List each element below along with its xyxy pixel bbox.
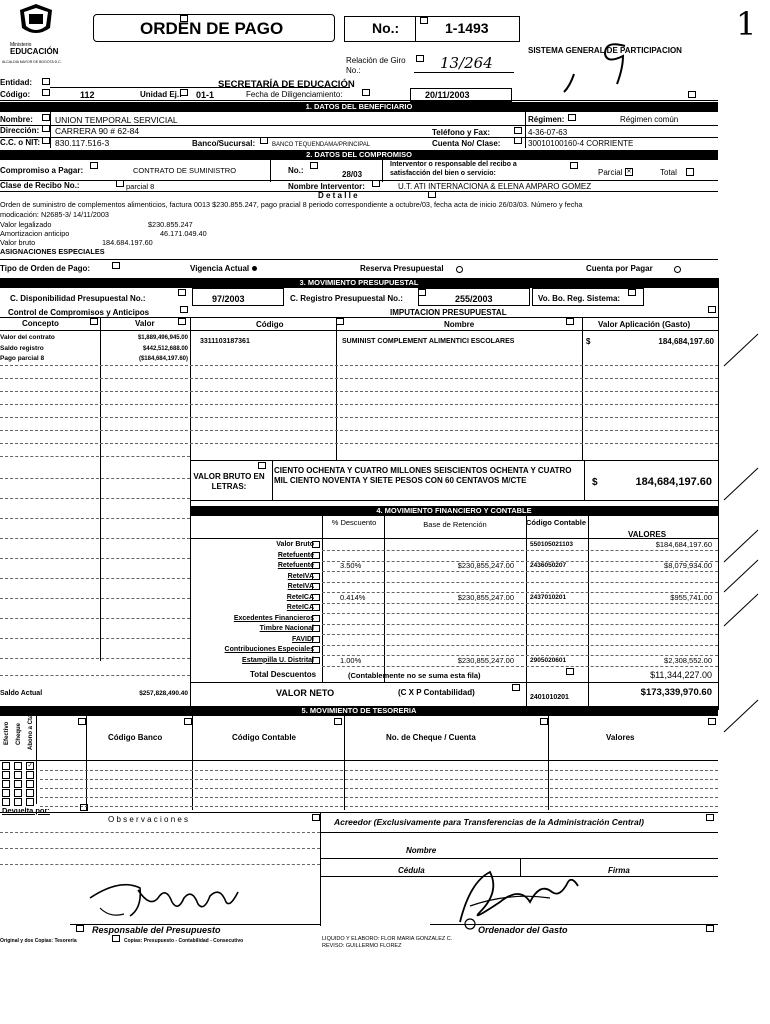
nit-value: 830.117.516-3: [55, 138, 110, 148]
col-valor: Valor: [135, 319, 155, 328]
fin-row-label: Estampilla U. Distrital: [242, 656, 314, 664]
fin-row-label: Retefuente: [277, 562, 314, 569]
vigencia-label: Vigencia Actual: [190, 264, 250, 273]
total-descuentos-note: (Contablemente no se suma esta fila): [348, 671, 481, 680]
fin-row-pct: 1.00%: [340, 655, 362, 665]
footer-left: Original y dos Copias: Tesorería: [0, 938, 77, 944]
fin-row-valor: $955,741.00: [670, 592, 712, 602]
codigo-value: 112: [80, 90, 95, 100]
tesoreria-checkbox[interactable]: ✓: [27, 763, 33, 769]
col-base: Base de Retención: [423, 520, 487, 529]
vobo-label: Vo. Bo. Reg. Sistema:: [538, 294, 621, 303]
cuenta-value: 30010100160-4 CORRIENTE: [528, 139, 634, 148]
fin-row-label: Excedentes Financieros: [233, 614, 314, 622]
cuenta-pagar-label: Cuenta por Pagar: [586, 264, 653, 273]
control-row-2-valor: $442,512,688.00: [142, 346, 188, 352]
regimen-value: Régimen común: [620, 115, 679, 124]
order-number-value: 1-1493: [445, 20, 489, 36]
fin-row-base: $230,855,247.00: [457, 592, 514, 602]
tesoreria-checkbox[interactable]: [14, 771, 22, 779]
valor-bruto-letras-label: VALOR BRUTO EN LETRAS:: [193, 472, 265, 491]
cuenta-pagar-radio[interactable]: [674, 266, 681, 273]
detalle-line2: modicación: N2685-3/ 14/11/2003: [0, 210, 109, 219]
control-label: Control de Compromisos y Anticipos: [8, 308, 150, 317]
fin-row-label: ReteIVA: [287, 572, 314, 580]
fecha-label: Fecha de Diligenciamiento:: [246, 90, 343, 99]
crp-value: 255/2003: [455, 294, 493, 304]
regimen-label: Régimen:: [528, 115, 565, 124]
order-number-label: No.:: [372, 20, 400, 36]
parcial-label: Parcial: [598, 168, 623, 177]
saldo-actual-label: Saldo Actual: [0, 690, 43, 697]
direccion-label: Dirección:: [0, 126, 40, 135]
tesoreria-checkbox[interactable]: [26, 798, 34, 806]
acreedor-label: Acreedor (Exclusivamente para Transferencias de la Administración Central): [334, 817, 644, 827]
detalle-line1: Orden de suministro de complementos alimenticios, factura 0013 $230.855.247, pago pracial 8 periodo correspondiente a octubre/03, fecha acta de inicio 26/03/03. Número y fecha: [0, 200, 583, 209]
col-abono: Abono a Cta.: [28, 713, 34, 750]
logo: [2, 2, 72, 62]
fecha-value: 20/11/2003: [425, 90, 470, 100]
col-efectivo: Efectivo: [4, 721, 10, 745]
imput-valor: 184,684,197.60: [658, 337, 714, 346]
fin-row-label: ReteIVA: [287, 583, 314, 590]
liquido-label: LIQUIDO Y ELABORO: FLOR MARIA GONZALEZ C.: [322, 936, 453, 942]
sistema-label: SISTEMA GENERAL DE PARTICIPACION: [528, 46, 682, 55]
margin-tick-2: [722, 464, 762, 504]
detalle-line5-value: 184.684.197.60: [102, 238, 153, 247]
interventor-nombre-label: Nombre Interventor:: [288, 182, 365, 191]
reserva-radio[interactable]: [456, 266, 463, 273]
col-cheque: Cheque: [16, 722, 22, 745]
fin-row-codigo: 550105021103: [530, 541, 574, 548]
check-mark-icon: [560, 72, 580, 94]
logo-line3: ALCALDIA MAYOR DE BOGOTA D.C.: [2, 60, 62, 64]
col-nombre: Nombre: [444, 320, 475, 329]
banco-value: BANCO TEQUENDAMA/PRINCIPAL: [272, 142, 371, 148]
tesoreria-checkbox[interactable]: [26, 789, 34, 797]
fin-row-label: ReteICA: [286, 593, 314, 601]
responsable-signature: [80, 868, 280, 928]
responsable-label: Responsable del Presupuesto: [92, 925, 221, 935]
col-valor-aplicacion: Valor Aplicación (Gasto): [598, 320, 691, 329]
valor-neto-label: VALOR NETO: [276, 688, 335, 698]
col-concepto: Concepto: [22, 319, 59, 328]
tesoreria-checkbox[interactable]: [2, 771, 10, 779]
parcial-checkbox[interactable]: ✕: [626, 169, 632, 175]
tipo-orden-label: Tipo de Orden de Pago:: [0, 264, 91, 273]
secretaria-label: SECRETARÍA DE EDUCACIÓN: [218, 79, 355, 90]
tesoreria-checkbox[interactable]: [14, 789, 22, 797]
devuelta-label: Devuelta por:: [2, 806, 50, 815]
fin-row-pct: 3.50%: [340, 561, 362, 570]
fin-row-valor: $8,079,934.00: [664, 561, 712, 570]
ordenador-signature: [440, 862, 590, 932]
tesoreria-checkbox[interactable]: [14, 762, 22, 770]
banco-label: Banco/Sucursal:: [192, 139, 256, 148]
total-checkbox[interactable]: [686, 168, 694, 176]
imput-codigo: 3311103187361: [200, 338, 250, 345]
unidad-value: 01-1: [196, 90, 215, 100]
detalle-line3-label: Valor legalizado: [0, 220, 52, 229]
saldo-actual-valor: $257,828,490.40: [139, 690, 188, 697]
compromiso-tipo: CONTRATO DE SUMINISTRO: [133, 166, 237, 175]
logo-line1: Ministerio: [10, 42, 32, 48]
tesoreria-checkbox[interactable]: [2, 762, 10, 770]
unidad-label: Unidad Ej.:: [140, 90, 182, 99]
crp-label: C. Registro Presupuestal No.:: [290, 294, 403, 303]
reviso-label: REVISO: GUILLERMO FLOREZ: [322, 943, 402, 949]
total-label: Total: [660, 168, 677, 177]
tesoreria-checkbox[interactable]: [2, 789, 10, 797]
vigencia-radio[interactable]: [252, 266, 257, 271]
control-row-2-concepto: Saldo registro: [0, 345, 44, 352]
col-codigo-contable: Código Contable: [526, 518, 586, 527]
direccion-value: CARRERA 90 # 62-84: [55, 126, 140, 136]
fin-row-codigo: 2905020601: [530, 656, 567, 664]
detalle-line6: ASIGNACIONES ESPECIALES: [0, 247, 105, 256]
page-mark: 1: [736, 5, 757, 43]
detalle-line5-label: Valor bruto: [0, 238, 36, 247]
section-compromiso: 2. DATOS DEL COMPROMISO: [0, 150, 718, 160]
valor-neto-valor: $173,339,970.60: [640, 687, 712, 698]
footer-copias: Copias: Presupuesto - Contabilidad - Consecutivo: [124, 938, 244, 944]
valor-neto-codigo: 2401010201: [530, 694, 569, 701]
section-tesoreria: 5. MOVIMIENTO DE TESORERIA: [0, 706, 718, 716]
control-row-1-concepto: Valor del contrato: [0, 334, 55, 341]
fin-row-valor: $184,684,197.60: [655, 540, 712, 549]
fin-row-label: ReteICA: [286, 604, 314, 611]
page-title: ORDEN DE PAGO: [140, 19, 284, 38]
section-financiero: 4. MOVIMIENTO FINANCIERO Y CONTABLE: [376, 506, 532, 515]
ordenador-label: Ordenador del Gasto: [478, 925, 568, 935]
nombre-value: UNION TEMPORAL SERVICIAL: [55, 115, 178, 125]
section-presupuestal: 3. MOVIMIENTO PRESUPUESTAL: [0, 278, 718, 288]
col-valores: VALORES: [628, 530, 667, 539]
fin-row-label: Retefuente: [277, 551, 314, 559]
total-descuentos-valor: $11,344,227.00: [650, 670, 712, 680]
col-codigo-banco: Código Banco: [108, 733, 163, 742]
fin-row-valor: $2,308,552.00: [664, 655, 712, 665]
valor-bruto-moneda: $: [592, 477, 598, 488]
reserva-label: Reserva Presupuestal: [360, 264, 444, 273]
firma-label: Firma: [608, 866, 630, 875]
control-row-1-valor: $1,889,496,945.00: [137, 335, 188, 341]
detalle-line3-value: $230.855.247: [148, 220, 193, 229]
margin-tick-5: [722, 590, 762, 630]
telefono-value: 4-36-07-63: [528, 128, 568, 137]
margin-tick-6: [722, 696, 762, 736]
fin-row-label: Valor Bruto: [276, 541, 314, 548]
cuenta-label: Cuenta No/ Clase:: [432, 139, 501, 148]
fin-row-label: Timbre Nacional: [259, 625, 314, 632]
control-row-3-concepto: Pago parcial 8: [0, 355, 45, 362]
imput-moneda: $: [586, 337, 591, 346]
detalle-line4-value: 46.171.049.40: [160, 229, 207, 238]
compromiso-no: 28/03: [342, 170, 363, 179]
detalle-label: D e t a l l e: [318, 191, 358, 200]
section-beneficiario: 1. DATOS DEL BENEFICIARIO: [0, 102, 718, 112]
handwritten-nine-icon: [595, 38, 635, 88]
fin-row-codigo: 2437010201: [530, 593, 567, 601]
col-codigo: Código: [256, 320, 284, 329]
fin-row-base: $230,855,247.00: [457, 655, 514, 665]
cdp-value: 97/2003: [212, 294, 245, 304]
col-codigo-contable-tes: Código Contable: [232, 733, 296, 742]
imputacion-label: IMPUTACION PRESUPUESTAL: [390, 308, 507, 317]
compromiso-no-label: No.:: [288, 166, 304, 175]
logo-line2: EDUCACIÓN: [10, 47, 59, 56]
codigo-label: Código:: [0, 90, 31, 99]
tesoreria-checkbox[interactable]: [14, 780, 22, 788]
cdp-label: C. Disponibilidad Presupuestal No.:: [10, 294, 146, 303]
control-row-3-valor: ($184,684,197.60): [138, 356, 188, 362]
relacion-label: Relación de Giro No.:: [346, 56, 406, 75]
nombre-field-label: Nombre: [406, 846, 437, 855]
valor-neto-note: (C X P Contabilidad): [398, 688, 475, 697]
entidad-label: Entidad:: [0, 78, 32, 87]
observaciones-label: O b s e r v a c i o n e s: [108, 815, 189, 824]
fin-row-label: Contribuciones Especiales: [224, 646, 314, 653]
tesoreria-checkbox[interactable]: [26, 771, 34, 779]
recibo-label: Clase de Recibo No.:: [0, 181, 80, 190]
interventor-label: Interventor o responsable del recibo a satisfacción del bien o servicio:: [390, 161, 517, 177]
col-cheque-cuenta: No. de Cheque / Cuenta: [386, 733, 476, 742]
telefono-label: Teléfono y Fax:: [432, 128, 491, 137]
tesoreria-checkbox[interactable]: [26, 780, 34, 788]
imput-nombre: SUMINIST COMPLEMENT ALIMENTICI ESCOLARES: [342, 338, 515, 345]
fin-row-pct: 0.414%: [340, 592, 366, 602]
cedula-label: Cédula: [398, 866, 425, 875]
nombre-label: Nombre:: [0, 115, 33, 124]
margin-tick-1: [722, 330, 762, 370]
valor-bruto-num: 184,684,197.60: [635, 476, 712, 488]
coat-of-arms-icon: [16, 2, 56, 38]
nit-label: C.C. o NIT:: [0, 138, 40, 147]
tesoreria-checkbox[interactable]: [2, 780, 10, 788]
tesoreria-checkbox[interactable]: [14, 798, 22, 806]
fin-row-base: $230,855,247.00: [457, 561, 514, 570]
col-valores-tes: Valores: [606, 733, 635, 742]
col-pct: % Descuento: [331, 518, 377, 527]
order-number-box: [344, 16, 520, 42]
relacion-value: 13/264: [440, 54, 493, 72]
compromiso-tipo-label: Compromiso a Pagar:: [0, 166, 84, 175]
total-descuentos-label: Total Descuentos: [250, 670, 317, 679]
interventor-nombre: U.T. ATI INTERNACIONA & ELENA AMPARO GOMEZ: [398, 182, 592, 191]
valor-bruto-letras: CIENTO OCHENTA Y CUATRO MILLONES SEISCIENTOS OCHENTA Y CUATRO MIL CIENTO NOVENTA Y SIETE PESOS CON 60 CENTAVOS M/CTE: [274, 466, 572, 485]
detalle-line4-label: Amortizacion anticipo: [0, 229, 70, 238]
tesoreria-checkbox[interactable]: [2, 798, 10, 806]
fin-row-codigo: 2436050207: [530, 562, 567, 569]
recibo-value: parcial 8: [126, 182, 155, 191]
fin-row-label: FAVIDI: [291, 635, 314, 643]
